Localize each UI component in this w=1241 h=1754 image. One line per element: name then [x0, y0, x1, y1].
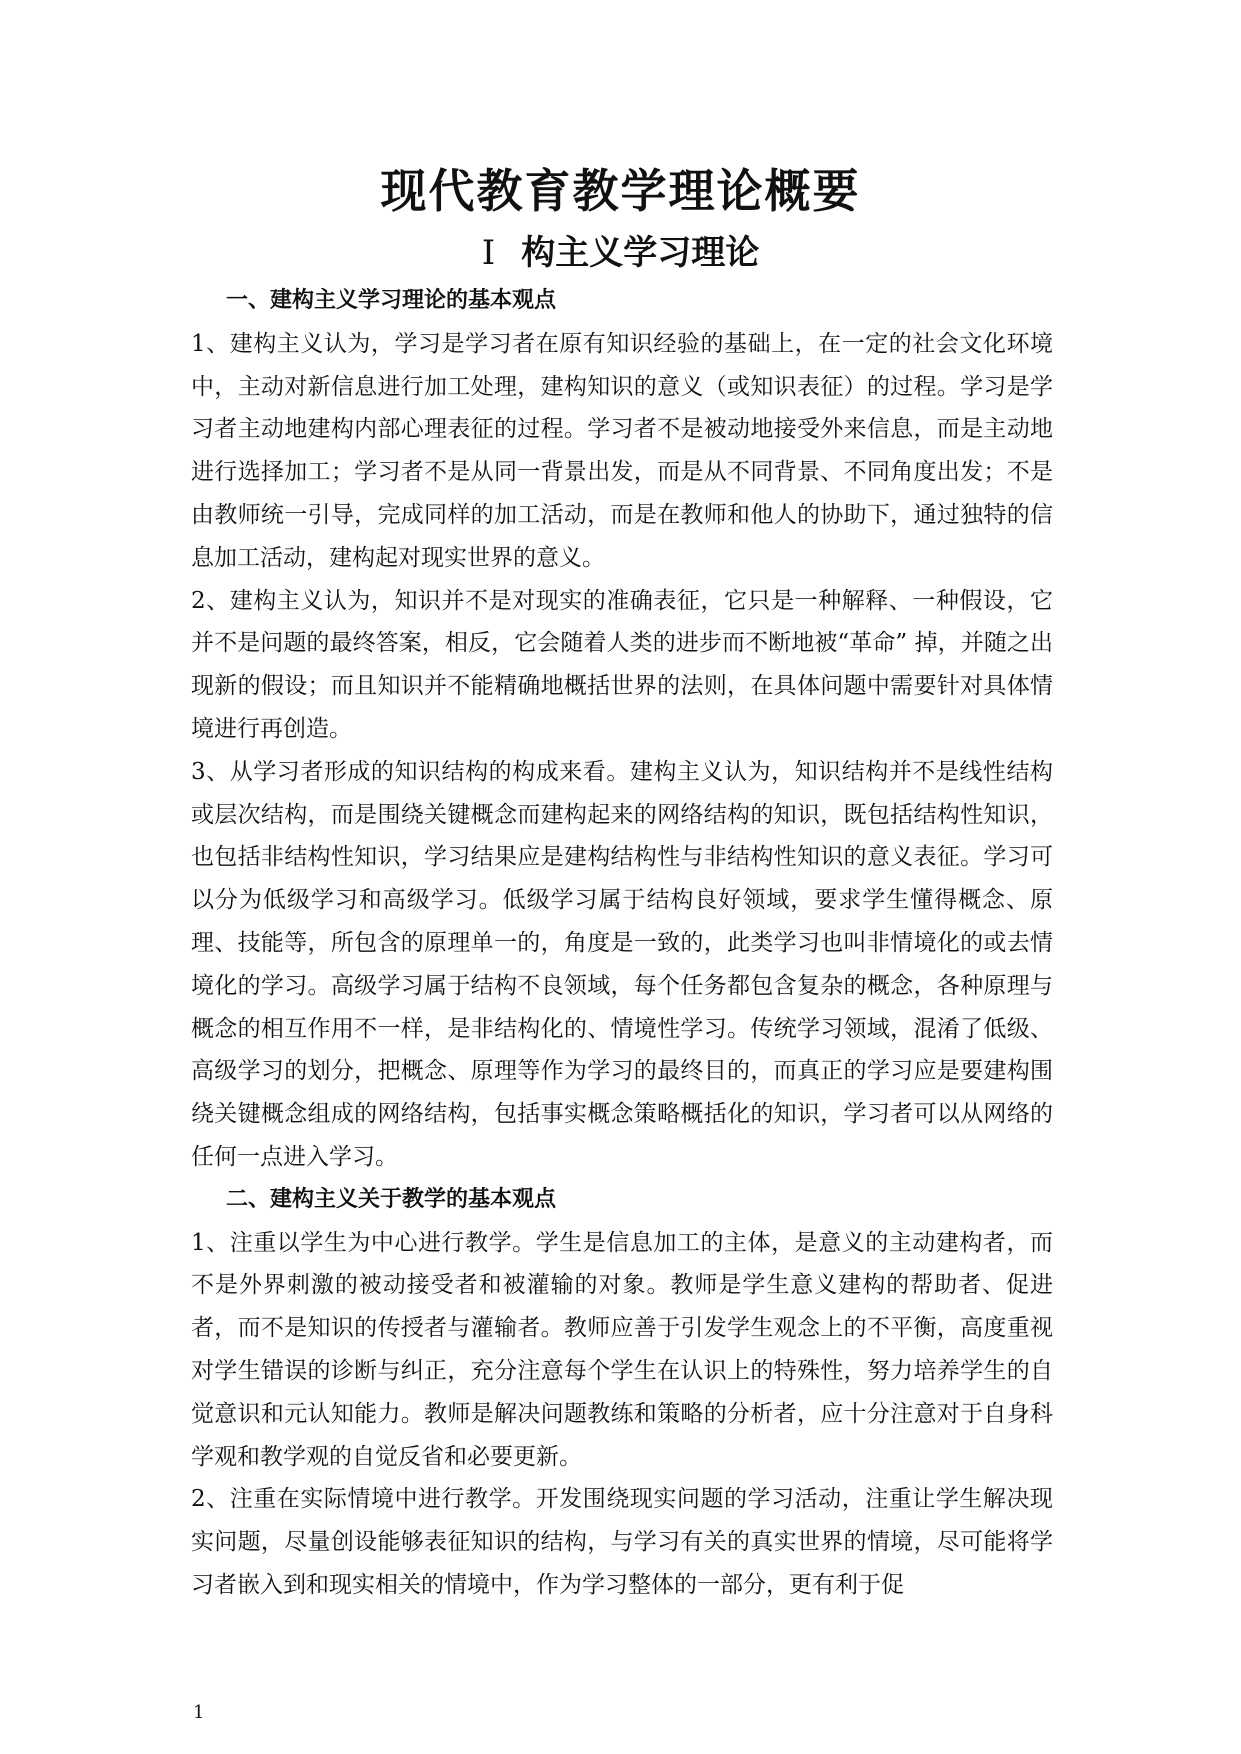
subtitle-numeral: Ⅰ: [481, 233, 496, 273]
paragraph-2-2: 2、注重在实际情境中进行教学。开发围绕现实问题的学习活动，注重让学生解决现实问题，尽量创设能够表征知识的结构，与学习有关的真实世界的情境，尽可能将学习者嵌入到和现实相关的情境中，作为学习整体的一部分，更有利于促: [191, 1486, 1053, 1598]
subtitle-text: 构主义学习理论: [521, 233, 760, 273]
paragraph-1-1: 1、建构主义认为，学习是学习者在原有知识经验的基础上，在一定的社会文化环境中，主动对新信息进行加工处理，建构知识的意义（或知识表征）的过程。学习是学习者主动地建构内部心理表征的过程。学习者不是被动地接受外来信息，而是主动地进行选择加工；学习者不是从同一背景出发，而是从不同背景、不同角度出发；不是由教师统一引导，完成同样的加工活动，而是在教师和他人的协助下，通过独特的信息加工活动，建构起对现实世界的意义。: [191, 330, 1053, 571]
paragraph-2-1: 1、注重以学生为中心进行教学。学生是信息加工的主体，是意义的主动建构者，而不是外界刺激的被动接受者和被灌输的对象。教师是学生意义建构的帮助者、促进者，而不是知识的传授者与灌输者。教师应善于引发学生观念上的不平衡，高度重视对学生错误的诊断与纠正，充分注意每个学生在认识上的特殊性，努力培养学生的自觉意识和元认知能力。教师是解决问题教练和策略的分析者，应十分注意对于自身科学观和教学观的自觉反省和必要更新。: [191, 1229, 1053, 1470]
page-number: 1: [193, 1702, 205, 1723]
section-heading-2: 二、建构主义关于教学的基本观点: [226, 1186, 557, 1212]
paragraph-1-2: 2、建构主义认为，知识并不是对现实的准确表征，它只是一种解释、一种假设，它并不是问题的最终答案，相反，它会随着人类的进步而不断地被“革命” 掉，并随之出现新的假设；而且知识并不能精确地概括世界的法则，在具体问题中需要针对具体情境进行再创造。: [191, 587, 1053, 742]
section-heading-1: 一、建构主义学习理论的基本观点: [226, 288, 557, 313]
document-subtitle: [0, 225, 1241, 274]
paragraph-1-3: 3、从学习者形成的知识结构的构成来看。建构主义认为，知识结构并不是线性结构或层次结构，而是围绕关键概念而建构起来的网络结构的知识，既包括结构性知识，也包括非结构性知识，学习结果应是建构结构性与非结构性知识的意义表征。学习可以分为低级学习和高级学习。低级学习属于结构良好领域，要求学生懂得概念、原理、技能等，所包含的原理单一的，角度是一致的，此类学习也叫非情境化的或去情境化的学习。高级学习属于结构不良领域，每个任务都包含复杂的概念，各种原理与概念的相互作用不一样，是非结构化的、情境性学习。传统学习领域，混淆了低级、高级学习的划分，把概念、原理等作为学习的最终目的，而真正的学习应是要建构围绕关键概念组成的网络结构，包括事实概念策略概括化的知识，学习者可以从网络的任何一点进入学习。: [191, 758, 1053, 1170]
document-title: 现代教育教学理论概要: [380, 164, 861, 218]
document-body: [191, 280, 1053, 1607]
